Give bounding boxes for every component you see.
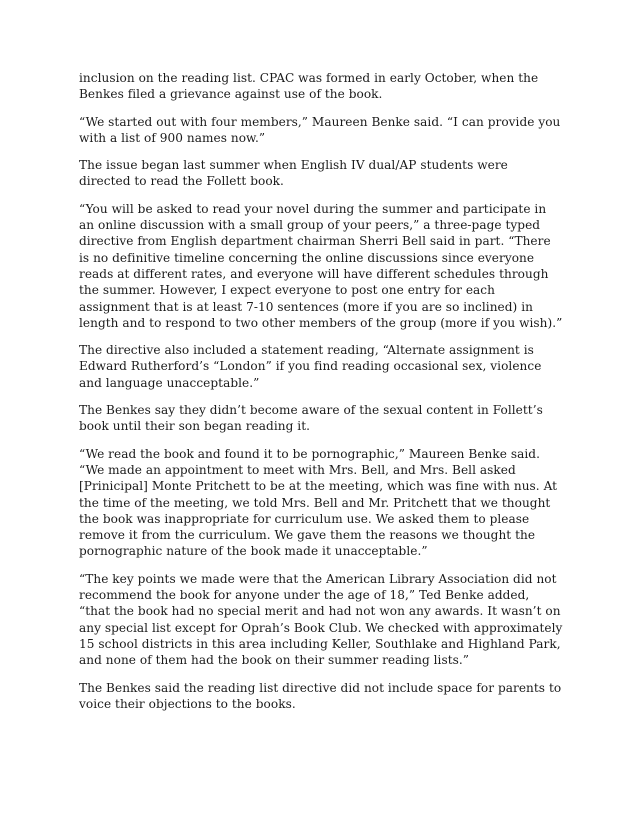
paragraph-8: “The key points we made were that the American Library Association did not recommend the book for anyone under the age of 18,” Ted Benke added, “that the book had no special merit and had not won any awards. It wasn’t on any special list except for Oprah’s Book Club. We checked with approximately 15 school districts in this area including Keller, Southlake and Highland Park, and none of them had the book on their summer reading lists.” bbox=[79, 571, 563, 668]
paragraph-3: The issue began last summer when English IV dual/AP students were directed to read the Follett book. bbox=[79, 158, 508, 189]
paragraph-6: The Benkes say they didn’t become aware of the sexual content in Follett’s book until their son began reading it. bbox=[79, 403, 543, 434]
paragraph-4: “You will be asked to read your novel during the summer and participate in an online discussion with a small group of your peers,” a three-page typed directive from English department chairman Sherri Bell said in part. “There is no definitive timeline concerning the online discussions since everyone reads at different rates, and everyone will have different schedules through the summer. However, I expect everyone to post one entry for each assignment that is at least 7-10 sentences (more if you are so inclined) in length and to respond to two other members of the group (more if you wish).” bbox=[79, 201, 563, 330]
paragraph-2: “We started out with four members,” Maureen Benke said. “I can provide you with a list of 900 names now.” bbox=[79, 114, 561, 145]
paragraph-7: “We read the book and found it to be pornographic,” Maureen Benke said. “We made an appointment to meet with Mrs. Bell, and Mrs. Bell asked [Prinicipal] Monte Pritchett to be at the meeting, which was fine with nus. At the time of the meeting, we told Mrs. Bell and Mr. Pritchett that we thought the book was inappropriate for curriculum use. We asked them to please remove it from the curriculum. We gave them the reasons we thought the pornographic nature of the book made it unacceptable.” bbox=[79, 446, 558, 559]
document-page bbox=[79, 70, 563, 723]
paragraph-9: The Benkes said the reading list directive did not include space for parents to voice their objections to the books. bbox=[79, 680, 562, 711]
paragraph-1: inclusion on the reading list. CPAC was formed in early October, when the Benkes filed a grievance against use of the book. bbox=[79, 71, 539, 102]
paragraph-5: The directive also included a statement reading, “Alternate assignment is Edward Rutherford’s “London” if you find reading occasional sex, violence and language unacceptable.” bbox=[79, 343, 542, 390]
